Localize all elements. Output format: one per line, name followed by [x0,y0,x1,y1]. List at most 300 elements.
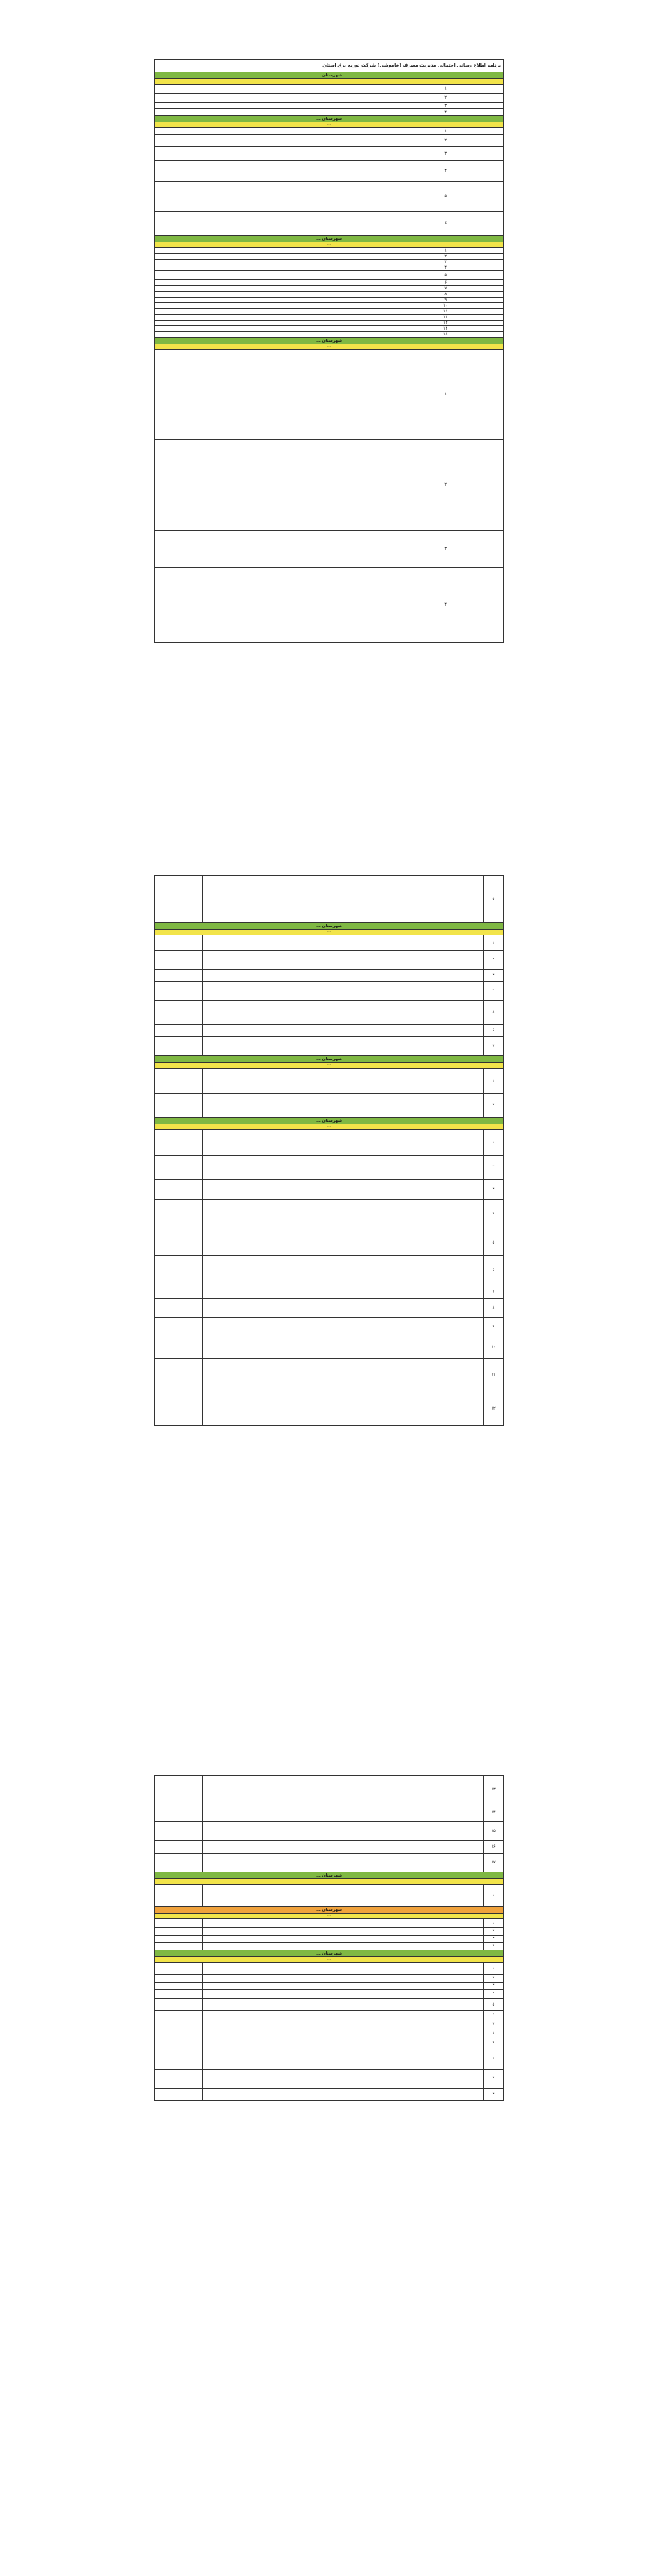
table-row [155,970,504,982]
table-row [155,1822,504,1841]
row-number: ۲ [387,135,504,147]
column-header [155,1124,504,1130]
column-header-label: ... [155,344,504,350]
table-row [155,212,504,236]
row-time [155,321,271,326]
table-row [155,1928,504,1936]
column-header-label: ... [155,1879,504,1885]
row-number: ۱ [484,2047,504,2070]
row-description [203,1286,484,1299]
row-number: ۱ [484,1130,504,1156]
row-description [271,135,387,147]
row-number: ۱ [484,1885,504,1907]
row-number: ۶ [484,1256,504,1286]
row-description [271,128,387,135]
row-time [155,1256,203,1286]
row-number: ۵ [484,876,504,923]
table-row [155,2011,504,2020]
table-row [155,292,504,298]
row-time [155,2020,203,2029]
column-header [155,1914,504,1919]
row-description [203,1841,484,1854]
row-number: ۹ [484,2038,504,2047]
column-header-label: ... [155,122,504,128]
city-name: شهرستان ... [155,338,504,344]
row-description [203,1200,484,1230]
row-description [203,1943,484,1950]
table-row [155,1943,504,1950]
row-time [155,271,271,280]
row-time [155,1001,203,1025]
table-row [155,103,504,109]
table-row [155,440,504,531]
row-number: ۴ [484,1943,504,1950]
row-time [155,265,271,271]
row-time [155,161,271,182]
row-description [203,1230,484,1256]
row-time [155,1963,203,1975]
city-name: شهرستان ... [155,116,504,122]
row-description [203,970,484,982]
row-description [271,212,387,236]
table-row [155,2070,504,2089]
row-description [203,1299,484,1318]
row-number: ۴ [484,1200,504,1230]
row-time [155,1025,203,1037]
row-number: ۶ [387,280,504,286]
city-name: شهرستان ... [155,1056,504,1063]
row-number: ۲ [387,254,504,260]
table-row [155,1180,504,1200]
row-description [271,254,387,260]
city-header [155,1056,504,1063]
row-description [203,2047,484,2070]
row-number: ۱۵ [387,332,504,338]
table-row [155,1130,504,1156]
row-description [203,1975,484,1983]
row-description [203,1069,484,1094]
row-description [271,321,387,326]
column-header-label: ... [155,1063,504,1069]
row-time [155,1094,203,1118]
row-time [155,1200,203,1230]
row-description [203,1983,484,1990]
row-time [155,1069,203,1094]
row-time [155,254,271,260]
table-row [155,1336,504,1359]
row-number: ۶ [484,1025,504,1037]
schedule-table-1 [154,59,504,643]
column-header-label: ... [155,242,504,248]
row-number: ۱ [387,350,504,440]
row-time [155,94,271,103]
row-number: ۷ [387,286,504,292]
row-number: ۲ [387,94,504,103]
row-time [155,326,271,332]
row-time [155,109,271,116]
table-row [155,1885,504,1907]
row-time [155,2038,203,2047]
row-number: ۲ [484,1094,504,1118]
table-row [155,248,504,254]
table-row [155,280,504,286]
table-row [155,1037,504,1056]
table-row [155,2020,504,2029]
table-row [155,935,504,951]
row-number: ۳ [484,1180,504,1200]
row-number: ۶ [484,2011,504,2020]
row-description [203,2089,484,2101]
row-time [155,1156,203,1180]
row-description [271,286,387,292]
row-number: ۱۳ [484,1776,504,1803]
row-time [155,1983,203,1990]
row-description [203,1822,484,1841]
table-row [155,298,504,303]
row-time [155,1359,203,1392]
table-row [155,332,504,338]
row-time [155,85,271,94]
table-row [155,1025,504,1037]
row-number: ۱۴ [484,1803,504,1822]
row-number: ۳ [387,147,504,161]
table-row [155,2047,504,2070]
city-name: شهرستان ... [155,72,504,79]
row-description [271,85,387,94]
row-description [203,982,484,1001]
table-row [155,109,504,116]
row-description [203,1037,484,1056]
column-header-label: ... [155,930,504,935]
row-number: ۵ [484,1999,504,2011]
row-time [155,147,271,161]
row-description [271,531,387,568]
column-header [155,1063,504,1069]
table-row [155,1286,504,1299]
row-number: ۱ [484,935,504,951]
row-time [155,292,271,298]
city-name: شهرستان ... [155,1872,504,1879]
row-number: ۱۴ [387,326,504,332]
row-description [203,2038,484,2047]
row-time [155,1990,203,1999]
row-description [203,1776,484,1803]
table-row [155,876,504,923]
row-description [271,271,387,280]
row-number: ۳ [484,1936,504,1943]
row-description [203,1359,484,1392]
row-time [155,280,271,286]
schedule-page-1 [154,59,504,748]
row-time [155,935,203,951]
row-description [203,1803,484,1822]
table-row [155,1983,504,1990]
row-number: ۳ [484,970,504,982]
row-time [155,315,271,321]
row-number: ۱۱ [387,309,504,315]
row-time [155,286,271,292]
column-header [155,1879,504,1885]
schedule-page-2 [154,875,504,1625]
row-description [203,1936,484,1943]
row-number: ۳ [387,103,504,109]
row-time [155,1318,203,1336]
table-row [155,147,504,161]
row-description [203,1392,484,1426]
row-description [271,568,387,643]
row-description [203,2070,484,2089]
column-header [155,79,504,85]
row-time [155,1822,203,1841]
row-number: ۴ [387,265,504,271]
row-time [155,1999,203,2011]
page-title: برنامه اطلاع رسانی احتمالی مدیریت مصرف (خاموشی) شرکت توزیع برق استان [155,60,504,72]
row-time [155,982,203,1001]
table-row [155,1776,504,1803]
row-number: ۱۲ [387,315,504,321]
table-row [155,1318,504,1336]
row-number: ۱ [387,248,504,254]
row-time [155,350,271,440]
row-description [271,103,387,109]
row-description [203,1885,484,1907]
row-time [155,2089,203,2101]
row-description [203,1025,484,1037]
row-number: ۱۶ [484,1841,504,1854]
row-number: ۸ [387,292,504,298]
row-time [155,1928,203,1936]
row-time [155,2070,203,2089]
city-header [155,236,504,242]
table-row [155,1841,504,1854]
row-number: ۱۰ [484,1336,504,1359]
row-description [271,309,387,315]
table-row [155,260,504,265]
row-description [203,1336,484,1359]
table-row [155,1299,504,1318]
table-row [155,271,504,280]
column-header [155,344,504,350]
row-time [155,970,203,982]
city-name: شهرستان ... [155,1118,504,1124]
table-row [155,1392,504,1426]
table-row [155,265,504,271]
row-number: ۲ [484,1156,504,1180]
row-description [271,147,387,161]
table-row [155,309,504,315]
row-description [271,315,387,321]
city-header [155,338,504,344]
row-time [155,1841,203,1854]
table-row [155,2029,504,2038]
row-description [271,94,387,103]
row-time [155,1803,203,1822]
row-number: ۲ [484,2070,504,2089]
column-header [155,122,504,128]
row-description [203,935,484,951]
row-description [203,1963,484,1975]
row-number: ۴ [484,1990,504,1999]
table-row [155,1156,504,1180]
row-number: ۳ [387,531,504,568]
table-row [155,1963,504,1975]
row-number: ۵ [387,271,504,280]
city-header [155,1872,504,1879]
table-row [155,321,504,326]
row-number: ۱ [387,128,504,135]
city-header [155,1118,504,1124]
row-number: ۵ [484,1230,504,1256]
column-header [155,242,504,248]
city-header [155,72,504,79]
row-time [155,103,271,109]
row-description [203,1999,484,2011]
table-row [155,2038,504,2047]
table-row [155,1999,504,2011]
table-row [155,286,504,292]
row-description [203,1854,484,1872]
row-time [155,440,271,531]
row-number: ۱ [484,1919,504,1928]
row-description [203,1919,484,1928]
row-description [271,265,387,271]
row-time [155,212,271,236]
row-time [155,260,271,265]
row-time [155,2047,203,2070]
table-row [155,254,504,260]
row-description [271,292,387,298]
row-time [155,182,271,212]
row-number: ۱۱ [484,1359,504,1392]
row-time [155,876,203,923]
row-time [155,248,271,254]
row-number: ۲ [387,440,504,531]
row-number: ۲ [484,1975,504,1983]
table-row [155,951,504,970]
table-row [155,1001,504,1025]
row-number: ۱۷ [484,1854,504,1872]
row-number: ۱ [387,85,504,94]
table-row [155,1803,504,1822]
row-time [155,2029,203,2038]
column-header [155,930,504,935]
table-row [155,2089,504,2101]
row-number: ۱ [484,1069,504,1094]
row-number: ۳ [484,2089,504,2101]
row-number: ۷ [484,2020,504,2029]
table-row [155,182,504,212]
row-number: ۳ [484,1983,504,1990]
row-time [155,298,271,303]
schedule-table-2 [154,875,504,1426]
row-description [271,350,387,440]
city-name: شهرستان ... [155,1907,504,1914]
row-number: ۸ [484,2029,504,2038]
row-description [203,2020,484,2029]
row-description [271,280,387,286]
row-number: ۴ [387,109,504,116]
column-header-label: ... [155,1914,504,1919]
row-number: ۱۰ [387,303,504,309]
row-time [155,2011,203,2020]
column-header-label: ... [155,1957,504,1963]
city-header [155,1907,504,1914]
row-number: ۲ [484,1928,504,1936]
table-row [155,982,504,1001]
row-number: ۱ [484,1963,504,1975]
row-description [203,1001,484,1025]
city-name: شهرستان ... [155,923,504,930]
table-row [155,128,504,135]
row-description [203,1094,484,1118]
row-description [203,1318,484,1336]
row-number: ۱۲ [484,1392,504,1426]
column-header-label: ... [155,1124,504,1130]
table-row [155,1230,504,1256]
row-description [203,1180,484,1200]
city-name: شهرستان ... [155,236,504,242]
table-row [155,1094,504,1118]
table-row [155,1919,504,1928]
table-row [155,161,504,182]
row-number: ۵ [484,1001,504,1025]
row-time [155,1180,203,1200]
row-time [155,1776,203,1803]
row-description [271,248,387,254]
row-number: ۱۳ [387,321,504,326]
row-time [155,1130,203,1156]
row-description [271,161,387,182]
schedule-page-3 [154,1775,504,2254]
row-description [203,951,484,970]
table-row [155,531,504,568]
row-number: ۷ [484,1286,504,1299]
row-description [203,1130,484,1156]
table-row [155,303,504,309]
row-number: ۹ [387,298,504,303]
table-row [155,85,504,94]
row-number: ۲ [484,951,504,970]
row-time [155,568,271,643]
city-header [155,1950,504,1957]
row-number: ۴ [484,982,504,1001]
table-row [155,1069,504,1094]
city-name: شهرستان ... [155,1950,504,1957]
row-number: ۹ [484,1318,504,1336]
table-row [155,326,504,332]
row-description [203,2011,484,2020]
row-number: ۴ [387,161,504,182]
table-row [155,350,504,440]
row-time [155,1299,203,1318]
table-row [155,568,504,643]
row-time [155,128,271,135]
row-time [155,135,271,147]
row-time [155,1885,203,1907]
row-description [203,876,484,923]
row-time [155,332,271,338]
column-header [155,1957,504,1963]
row-number: ۱۵ [484,1822,504,1841]
row-description [203,1928,484,1936]
table-row [155,1256,504,1286]
row-time [155,1336,203,1359]
row-time [155,303,271,309]
row-number: ۵ [387,182,504,212]
table-row [155,1936,504,1943]
column-header-label: ... [155,79,504,85]
schedule-table-3 [154,1775,504,2101]
